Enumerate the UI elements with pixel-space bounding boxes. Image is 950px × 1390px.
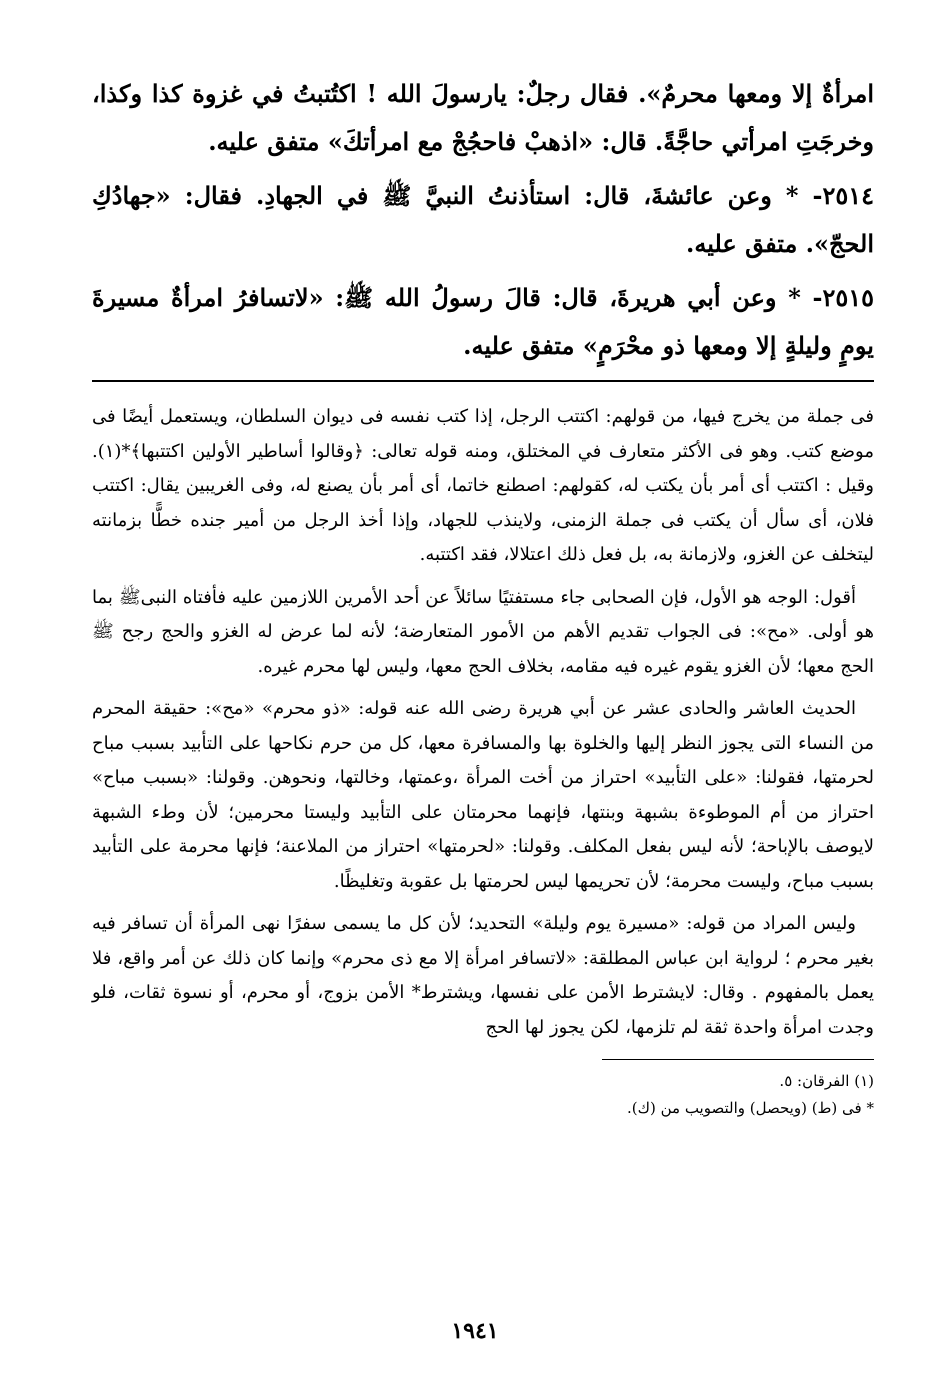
hadith-continuation: امرأةٌ إلا ومعها محرمٌ». فقال رجلٌ: يارسولَ الله ! اكتُتبتُ في غزوة كذا وكذا، وخرجَتِ امرأتي حاجَّةً. قال: «اذهبْ فاحجُجْ مع امرأتكَ» متفق عليه. [92,79,875,156]
hadith-2515: ٢٥١٥- * وعن أبي هريرةَ، قال: قالَ رسولُ الله ﷺ: «لاتسافرُ امرأةٌ مسيرةَ يومٍ وليلةٍ إلا ومعها ذو محْرَمٍ» متفق عليه. [92,283,874,360]
footnote-2: * فى (ط) (ويحصل) والتصويب من (ك). [627,1099,874,1117]
footnote-1: (١) الفرقان: ٥. [779,1072,874,1090]
commentary-paragraph: وليس المراد من قوله: «مسيرة يوم وليلة» التحديد؛ لأن كل ما يسمى سفرًا نهى المرأة أن تسافر فيه بغير محرم ؛ لرواية ابن عباس المطلقة: «لاتسافر امرأة إلا مع ذى محرم» وإنما كان ذلك عن أمر واقع، فلا يعمل بالمفهوم . وقال: لايشترط الأمن على نفسها، ويشترط* الأمن بزوج، أو محرم، أو نسوة ثقات، فلو وجدت امرأة واحدة ثقة لم تلزمها، لكن يجوز لها الحج [92,913,874,1038]
commentary-paragraph: أقول: الوجه هو الأول، فإن الصحابى جاء مستفتيًا سائلاً عن أحد الأمرين اللازمين عليه فأفتاه النبىﷺ بما هو أولى. «مح»: فى الجواب تقديم الأهم من الأمور المتعارضة؛ لأنه لما عرض له الغزو والحج رجح ﷺ الحج معها؛ لأن الغزو يقوم غيره فيه مقامه، بخلاف الحج معها، وليس لها محرم غيره. [92,586,874,677]
commentary-block [92,400,874,1045]
commentary-paragraph: الحديث العاشر والحادى عشر عن أبي هريرة رضى الله عنه قوله: «ذو محرم» «مح»: حقيقة المحرم من النساء التى يجوز النظر إليها والخلوة بها والمسافرة معها، كل من حرم نكاحها على التأبيد بسبب مباح لحرمتها، فقولنا: «على التأبيد» احتراز من أخت المرأة ،وعمتها، وخالتها، ونحوهن. وقولنا: «بسبب مباح» احتراز من أم الموطوءة بشبهة وبنتها، فإنهما محرمتان على التأبيد وليستا محرمين؛ لأن وطء الشبهة لايوصف بالإباحة؛ لأنه ليس بفعل المكلف. وقولنا: «لحرمتها» احتراز من الملاعنة؛ فإنها محرمة على التأبيد بسبب مباح، وليست محرمة؛ لأن تحريمها ليس لحرمتها بل عقوبة وتغليظًا. [92,698,874,892]
section-divider [92,380,874,382]
page-number: ١٩٤١ [451,1318,499,1344]
hadith-2514: ٢٥١٤- * وعن عائشةَ، قال: استأذنتُ النبيَّ ﷺ في الجهادِ. فقال: «جهادُكِ الحجّ». متفق عليه. [92,181,874,258]
page-body [92,70,874,1122]
footnotes [92,1068,874,1122]
hadith-text-block [92,70,874,370]
commentary-paragraph: فى جملة من يخرج فيها، من قولهم: اكتتب الرجل، إذا كتب نفسه فى ديوان السلطان، ويستعمل أيضًا فى موضع كتب. وهو فى الأكثر متعارف في المختلق، ومنه قوله تعالى: ﴿وقالوا أساطير الأولين اكتتبها﴾*(١). وقيل : اكتتب أى أمر بأن يكتب له، كقولهم: اصطنع خاتما، أى أمر بأن يصنع له، وفى الغريبين يقال: اكتتب فلان، أى سأل أن يكتب فى جملة الزمنى، ولاينذب للجهاد، وإذا أخذ الرجل من أمير جنده خطًّا بزمانته ليتخلف عن الغزو، ولازمانة به، بل فعل ذلك اعتلالا، فقد اكتتبه. [92,406,874,565]
footnote-divider [602,1059,874,1060]
